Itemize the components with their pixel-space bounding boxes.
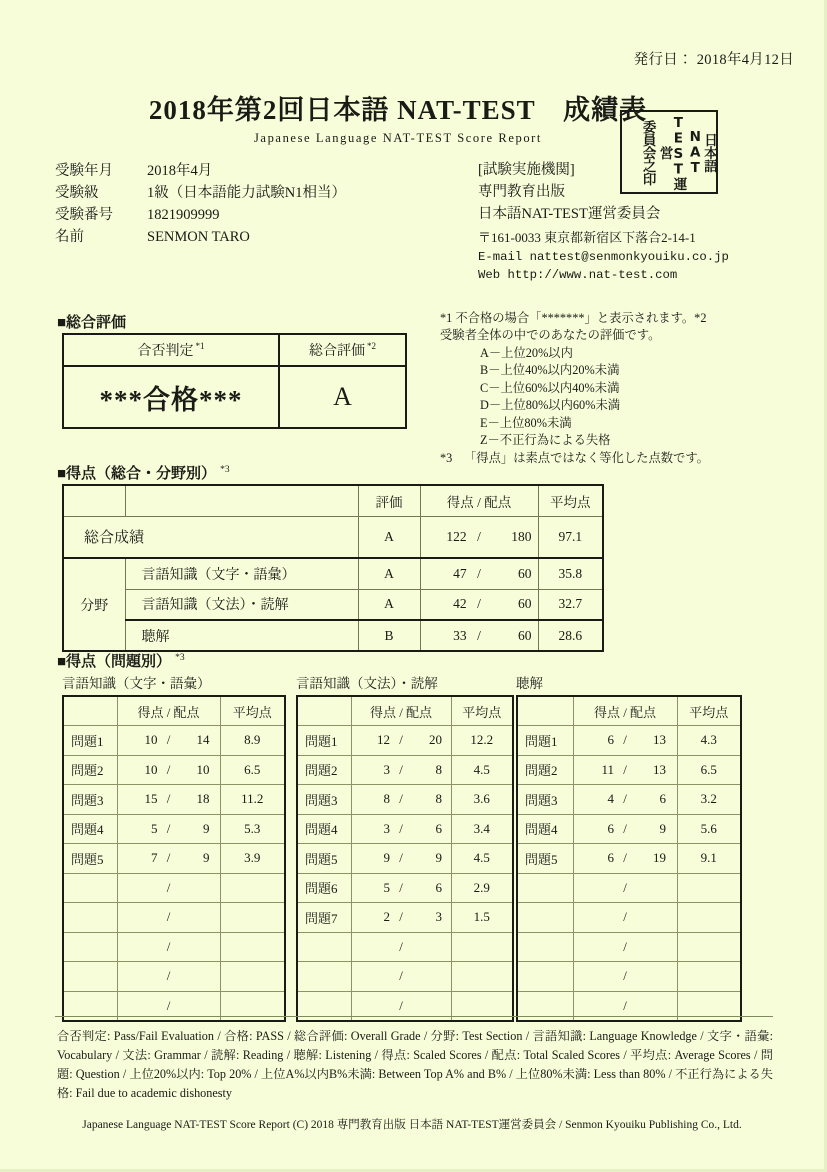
institution-email: E-mail nattest@senmonkyouiku.co.jp (478, 249, 729, 264)
summary-total-grade: A (358, 516, 420, 558)
info-row-name (55, 226, 346, 248)
overall-grade-value: A (279, 366, 406, 428)
per-question-score-max: 9 (435, 850, 442, 866)
table-row (63, 844, 285, 874)
per-question-score-slash: / (399, 909, 403, 925)
per-question-row-score (117, 726, 220, 756)
per-question-score-got: 15 (144, 791, 158, 807)
table-row (297, 962, 513, 992)
per-question-row-label (63, 932, 117, 962)
per-question-row-average: 11.2 (220, 785, 285, 815)
summary-field-score-slash: / (477, 596, 481, 612)
summary-header-grade: 評価 (358, 485, 420, 516)
per-question-row-average (451, 962, 513, 992)
per-question-score-got: 8 (383, 791, 390, 807)
per-question-row-average (677, 962, 741, 992)
summary-total-score-max: 180 (511, 528, 532, 544)
issue-date-label: 発行日： (633, 52, 693, 68)
per-question-score-max: 6 (435, 879, 442, 895)
table-row (517, 873, 741, 903)
info-value: SENMON TARO (147, 229, 250, 246)
per-question-score-slash: / (166, 997, 171, 1013)
per-question-score-max: 8 (435, 761, 442, 777)
table-row (63, 873, 285, 903)
per-question-row-label: 問題6 (297, 873, 351, 903)
summary-field-label: 分野 (63, 558, 125, 651)
per-question-score-max: 13 (653, 761, 666, 777)
glossary-legend: 合否判定: Pass/Fail Evaluation / 合格: PASS / 総合評価: Overall Grade / 分野: Test Section / 言語知識: Language Knowledge / 文字・語彙: Vocabulary / 文法: Grammar / 読解: Reading / 聴解: Listening / 得点: Scaled Scores / 配点: Total Scaled Scores / 平均点: Average Scores / 問題: Question / 上位20%以内: Top 20% / 上位A%以内B%未満: Between Top A% and B% / 上位80%未満: Less than 80% / 不正行為による失格: Fail due to academic dishonesty (57, 1029, 773, 1100)
passfail-header-cell (63, 334, 279, 366)
per-question-table-title: 言語知識（文字・語彙） (62, 676, 211, 691)
per-question-score-slash: / (166, 938, 171, 954)
summary-field-name: 聴解 (125, 620, 358, 651)
footnote-3-mark: *3 (440, 450, 453, 465)
seal-column-1: 日本語NAT (687, 128, 718, 176)
per-question-score-slash: / (623, 879, 627, 895)
table-row (63, 814, 285, 844)
summary-field-score (420, 620, 538, 651)
per-question-score-slash: / (399, 791, 403, 807)
per-question-row-label: 問題2 (297, 755, 351, 785)
per-question-row-score (117, 814, 220, 844)
institution-website: Web http://www.nat-test.com (478, 268, 678, 283)
passfail-header-label: 合否判定 (137, 344, 194, 359)
per-question-score-max: 14 (196, 732, 210, 748)
per-question-score-slash: / (399, 850, 403, 866)
per-question-row-average: 2.9 (451, 873, 513, 903)
table-row (63, 366, 406, 428)
per-question-row-label: 問題1 (517, 726, 573, 756)
footnotes-block (440, 310, 810, 467)
summary-field-score-max: 60 (518, 596, 532, 612)
per-question-score-max: 20 (429, 732, 442, 748)
per-question-row-average: 4.5 (451, 844, 513, 874)
grade-scale-item-a: A－上位20%以内 (480, 345, 573, 360)
summary-total-score (420, 516, 538, 558)
per-question-score-slash: / (166, 761, 171, 777)
per-question-score-max: 3 (435, 909, 442, 925)
per-question-row-score (351, 903, 451, 933)
institution-heading: [試験実施機関] (478, 162, 575, 178)
info-row-level (55, 182, 346, 204)
per-question-score-slash: / (623, 761, 627, 777)
summary-header-score: 得点 / 配点 (420, 485, 538, 516)
per-question-row-average: 3.2 (677, 785, 741, 815)
per-question-row-score (351, 962, 451, 992)
per-question-row-label: 問題5 (297, 844, 351, 874)
per-question-score-slash: / (399, 732, 403, 748)
summary-field-average: 35.8 (538, 558, 603, 589)
summary-field-score-slash: / (477, 627, 481, 643)
per-question-score-slash: / (399, 761, 403, 777)
footer-divider (55, 1016, 773, 1017)
info-row-exam-number (55, 204, 346, 226)
per-question-score-slash: / (399, 820, 403, 836)
per-question-score-max: 19 (653, 850, 666, 866)
per-question-row-label: 問題2 (517, 755, 573, 785)
per-question-score-got: 7 (151, 850, 158, 866)
per-question-score-slash: / (623, 968, 627, 984)
table-row (63, 932, 285, 962)
per-question-row-average: 6.5 (220, 755, 285, 785)
per-question-score-max: 6 (435, 820, 442, 836)
per-question-row-label: 問題4 (517, 814, 573, 844)
per-question-score-slash: / (399, 938, 403, 954)
info-value: 1821909999 (147, 207, 220, 224)
institution-block (478, 160, 729, 285)
per-question-row-score (573, 726, 677, 756)
footnote-3 (440, 450, 810, 467)
per-question-row-label (63, 873, 117, 903)
grade-scale-item-e: E－上位80%未満 (480, 415, 572, 430)
summary-header-average: 平均点 (538, 485, 603, 516)
grade-scale-list (440, 345, 810, 450)
per-question-row-score (117, 873, 220, 903)
per-question-row-average: 3.4 (451, 814, 513, 844)
per-question-score-got: 12 (377, 732, 390, 748)
summary-field-name: 言語知識（文法）・読解 (125, 589, 358, 620)
summary-field-grade: B (358, 620, 420, 651)
per-question-row-average: 9.1 (677, 844, 741, 874)
table-row (517, 785, 741, 815)
seal-column-3: 委員会之印 (639, 119, 656, 185)
per-question-row-score (573, 844, 677, 874)
per-question-row-score (573, 814, 677, 844)
grade-header-note: *2 (367, 341, 376, 352)
table-row (63, 962, 285, 992)
page-subtitle: Japanese Language NAT-TEST Score Report (253, 131, 543, 145)
table-row (63, 726, 285, 756)
per-question-row-score (351, 844, 451, 874)
per-question-table (516, 695, 742, 1022)
per-question-score-got: 10 (144, 732, 158, 748)
per-question-table-block-vocabulary (62, 672, 286, 1022)
per-question-row-label: 問題1 (63, 726, 117, 756)
summary-total-score-got: 122 (446, 528, 467, 544)
table-row (63, 903, 285, 933)
summary-field-score-max: 60 (518, 627, 532, 643)
grade-scale-item-z: Z－不正行為による失格 (480, 433, 611, 448)
per-question-header-blank (63, 696, 117, 726)
per-question-score-slash: / (166, 909, 171, 925)
summary-field-score (420, 589, 538, 620)
table-row (297, 785, 513, 815)
per-question-header-score: 得点 / 配点 (351, 696, 451, 726)
per-question-score-slash: / (623, 732, 627, 748)
per-question-row-average (220, 932, 285, 962)
per-question-score-got: 6 (607, 850, 614, 866)
per-question-score-slash: / (623, 997, 627, 1013)
per-question-score-got: 5 (151, 820, 158, 836)
per-question-score-got: 9 (383, 850, 390, 866)
summary-blank-header-1 (63, 485, 125, 516)
institution-name-committee: 日本語NAT-TEST運営委員会 (478, 205, 661, 222)
table-row (517, 814, 741, 844)
per-question-row-label: 問題1 (297, 726, 351, 756)
table-row (297, 873, 513, 903)
summary-field-score-got: 47 (453, 565, 467, 581)
per-question-score-got: 5 (383, 879, 390, 895)
per-question-score-got: 3 (383, 820, 390, 836)
per-question-score-slash: / (399, 997, 403, 1013)
summary-field-grade: A (358, 589, 420, 620)
per-question-row-score (351, 785, 451, 815)
per-question-score-got: 11 (601, 761, 614, 777)
overall-evaluation-table (62, 333, 407, 429)
info-row-exam-date (55, 160, 346, 182)
per-question-row-score (573, 785, 677, 815)
per-question-row-score (573, 903, 677, 933)
per-question-header-score: 得点 / 配点 (117, 696, 220, 726)
per-question-row-score (117, 962, 220, 992)
table-row (517, 962, 741, 992)
per-question-table-block-grammar-reading (296, 672, 514, 1022)
per-question-row-label (63, 962, 117, 992)
per-question-row-score (351, 726, 451, 756)
per-question-row-label: 問題3 (297, 785, 351, 815)
per-question-row-average: 8.9 (220, 726, 285, 756)
table-header-row (297, 696, 513, 726)
grade-scale-item-b: B－上位40%以内20%未満 (480, 363, 620, 378)
per-question-row-average (677, 903, 741, 933)
per-question-row-average: 1.5 (451, 903, 513, 933)
info-label: 受験級 (55, 185, 99, 202)
per-question-row-label (517, 873, 573, 903)
per-question-score-slash: / (623, 820, 627, 836)
per-question-score-slash: / (623, 909, 627, 925)
per-question-row-average: 6.5 (677, 755, 741, 785)
per-question-score-got: 3 (383, 761, 390, 777)
grade-scale-item-c: C－上位60%以内40%未満 (480, 380, 620, 395)
table-row (63, 334, 406, 366)
per-question-row-label: 問題5 (517, 844, 573, 874)
per-question-score-max: 9 (203, 850, 210, 866)
summary-field-average: 28.6 (538, 620, 603, 651)
per-question-score-slash: / (623, 791, 627, 807)
table-row (297, 932, 513, 962)
table-row (297, 844, 513, 874)
per-question-row-average: 12.2 (451, 726, 513, 756)
per-question-score-slash: / (166, 732, 171, 748)
summary-field-name: 言語知識（文字・語彙） (125, 558, 358, 589)
summary-field-score (420, 558, 538, 589)
per-question-row-score (351, 932, 451, 962)
table-header-row (63, 485, 603, 516)
per-question-row-average (220, 903, 285, 933)
footnote-3-text: 「得点」は素点ではなく等化した点数です。 (464, 450, 709, 465)
summary-scores-heading-note: *3 (220, 465, 230, 475)
per-question-row-average (451, 932, 513, 962)
per-question-header-score: 得点 / 配点 (573, 696, 677, 726)
per-question-table (296, 695, 514, 1022)
per-question-header-average: 平均点 (451, 696, 513, 726)
info-label: 名前 (55, 229, 84, 246)
per-question-score-max: 8 (435, 791, 442, 807)
per-question-score-max: 6 (659, 791, 666, 807)
table-row (297, 726, 513, 756)
per-question-score-max: 13 (653, 732, 666, 748)
summary-score-table (62, 484, 604, 652)
grade-header-label: 総合評価 (309, 344, 365, 359)
table-row (297, 903, 513, 933)
per-question-score-got: 4 (607, 791, 614, 807)
examinee-info (55, 160, 346, 248)
table-row (517, 903, 741, 933)
per-question-row-label: 問題2 (63, 755, 117, 785)
per-question-row-label: 問題5 (63, 844, 117, 874)
per-question-score-max: 18 (196, 791, 210, 807)
table-row (63, 755, 285, 785)
per-question-row-score (117, 785, 220, 815)
info-label: 受験番号 (55, 207, 113, 224)
per-question-score-slash: / (623, 850, 627, 866)
per-question-score-got: 2 (383, 909, 390, 925)
institution-name-publisher: 専門教育出版 (478, 183, 565, 200)
info-value: 2018年4月 (147, 163, 213, 179)
institution-postal-address: 〒161-0033 東京都新宿区下落合2-14-1 (478, 230, 696, 246)
per-question-row-label (517, 903, 573, 933)
per-question-row-score (351, 873, 451, 903)
per-question-heading (57, 650, 185, 671)
per-question-row-label (297, 962, 351, 992)
per-question-table-block-listening (516, 672, 742, 1022)
per-question-row-score (573, 932, 677, 962)
copyright-line: Japanese Language NAT-TEST Score Report (C) 2018 専門教育出版 日本語 NAT-TEST運営委員会 / Senmon Kyouiku Publishing Co., Ltd. (82, 1119, 742, 1131)
info-label: 受験年月 (55, 163, 113, 179)
per-question-score-slash: / (399, 879, 403, 895)
summary-field-score-max: 60 (518, 565, 532, 581)
table-row (63, 558, 603, 589)
per-question-score-max: 9 (659, 820, 666, 836)
summary-field-grade: A (358, 558, 420, 589)
footnote-2: 受験者全体の中でのあなたの評価です。 (440, 328, 661, 343)
per-question-score-slash: / (166, 791, 171, 807)
table-row (517, 726, 741, 756)
per-question-row-score (117, 755, 220, 785)
per-question-row-label: 問題3 (63, 785, 117, 815)
footnote-1: *1 不合格の場合「*******」と表示されます。*2 (440, 311, 707, 325)
per-question-score-slash: / (166, 968, 171, 984)
per-question-table (62, 695, 286, 1022)
per-question-score-slash: / (623, 938, 627, 954)
per-question-row-score (351, 814, 451, 844)
per-question-header-average: 平均点 (677, 696, 741, 726)
grade-scale-item-d: D－上位80%以内60%未満 (480, 398, 621, 413)
summary-blank-header-2 (125, 485, 358, 516)
per-question-row-label (517, 932, 573, 962)
per-question-table-title: 言語知識（文法）・読解 (296, 676, 438, 691)
per-question-row-label (297, 932, 351, 962)
per-question-score-got: 6 (607, 820, 614, 836)
per-question-score-got: 10 (144, 761, 158, 777)
per-question-row-average (220, 962, 285, 992)
per-question-score-max: 9 (203, 820, 210, 836)
summary-total-label: 総合成績 (63, 516, 358, 558)
per-question-row-average: 5.6 (677, 814, 741, 844)
per-question-row-average: 5.3 (220, 814, 285, 844)
per-question-score-got: 6 (607, 732, 614, 748)
table-row (297, 814, 513, 844)
per-question-row-label (63, 903, 117, 933)
table-row (517, 755, 741, 785)
per-question-header-blank (517, 696, 573, 726)
table-row (297, 755, 513, 785)
summary-field-average: 32.7 (538, 589, 603, 620)
per-question-row-score (117, 903, 220, 933)
per-question-score-slash: / (166, 879, 171, 895)
per-question-row-score (573, 962, 677, 992)
issue-date (634, 48, 794, 69)
grade-header-cell (279, 334, 406, 366)
per-question-row-score (351, 755, 451, 785)
per-question-score-max: 10 (196, 761, 210, 777)
per-question-row-average (677, 873, 741, 903)
table-header-row (517, 696, 741, 726)
table-row-total (63, 516, 603, 558)
summary-total-average: 97.1 (538, 516, 603, 558)
table-header-row (63, 696, 285, 726)
per-question-row-label: 問題4 (297, 814, 351, 844)
summary-total-score-slash: / (477, 528, 481, 544)
per-question-row-score (117, 844, 220, 874)
per-question-header-average: 平均点 (220, 696, 285, 726)
overall-evaluation-heading: ■総合評価 (57, 315, 127, 331)
per-question-row-score (117, 932, 220, 962)
per-question-score-slash: / (166, 850, 171, 866)
per-question-row-label: 問題4 (63, 814, 117, 844)
table-row (517, 844, 741, 874)
per-question-score-slash: / (166, 820, 171, 836)
per-question-row-average: 4.3 (677, 726, 741, 756)
institution-contact (478, 228, 729, 284)
passfail-header-note: *1 (195, 341, 205, 352)
per-question-heading-note: *3 (175, 653, 185, 663)
passfail-result-value: ***合格*** (63, 366, 279, 428)
per-question-row-label: 問題3 (517, 785, 573, 815)
issue-date-value: 2018年4月12日 (696, 52, 794, 68)
table-row (517, 932, 741, 962)
per-question-row-average: 4.5 (451, 755, 513, 785)
per-question-row-average: 3.9 (220, 844, 285, 874)
per-question-row-average (677, 932, 741, 962)
per-question-row-score (573, 873, 677, 903)
per-question-row-average (220, 873, 285, 903)
per-question-score-slash: / (399, 968, 403, 984)
summary-field-score-got: 33 (453, 627, 467, 643)
per-question-row-label (517, 962, 573, 992)
per-question-row-score (573, 755, 677, 785)
summary-field-score-got: 42 (453, 596, 467, 612)
per-question-header-blank (297, 696, 351, 726)
table-row (63, 785, 285, 815)
page-title: 2018年第2回日本語 NAT-TEST 成績表 (148, 95, 648, 125)
table-row (63, 589, 603, 620)
table-row (63, 620, 603, 651)
per-question-row-label: 問題7 (297, 903, 351, 933)
summary-scores-heading-label: ■得点（総合・分野別） (57, 466, 217, 482)
per-question-table-title: 聴解 (516, 676, 543, 691)
per-question-heading-label: ■得点（問題別） (57, 654, 172, 670)
seal-column-2: TEST運営 (656, 114, 687, 190)
summary-scores-heading (57, 462, 230, 483)
info-value: 1級（日本語能力試験N1相当） (147, 185, 346, 202)
summary-field-score-slash: / (477, 565, 481, 581)
per-question-row-average: 3.6 (451, 785, 513, 815)
